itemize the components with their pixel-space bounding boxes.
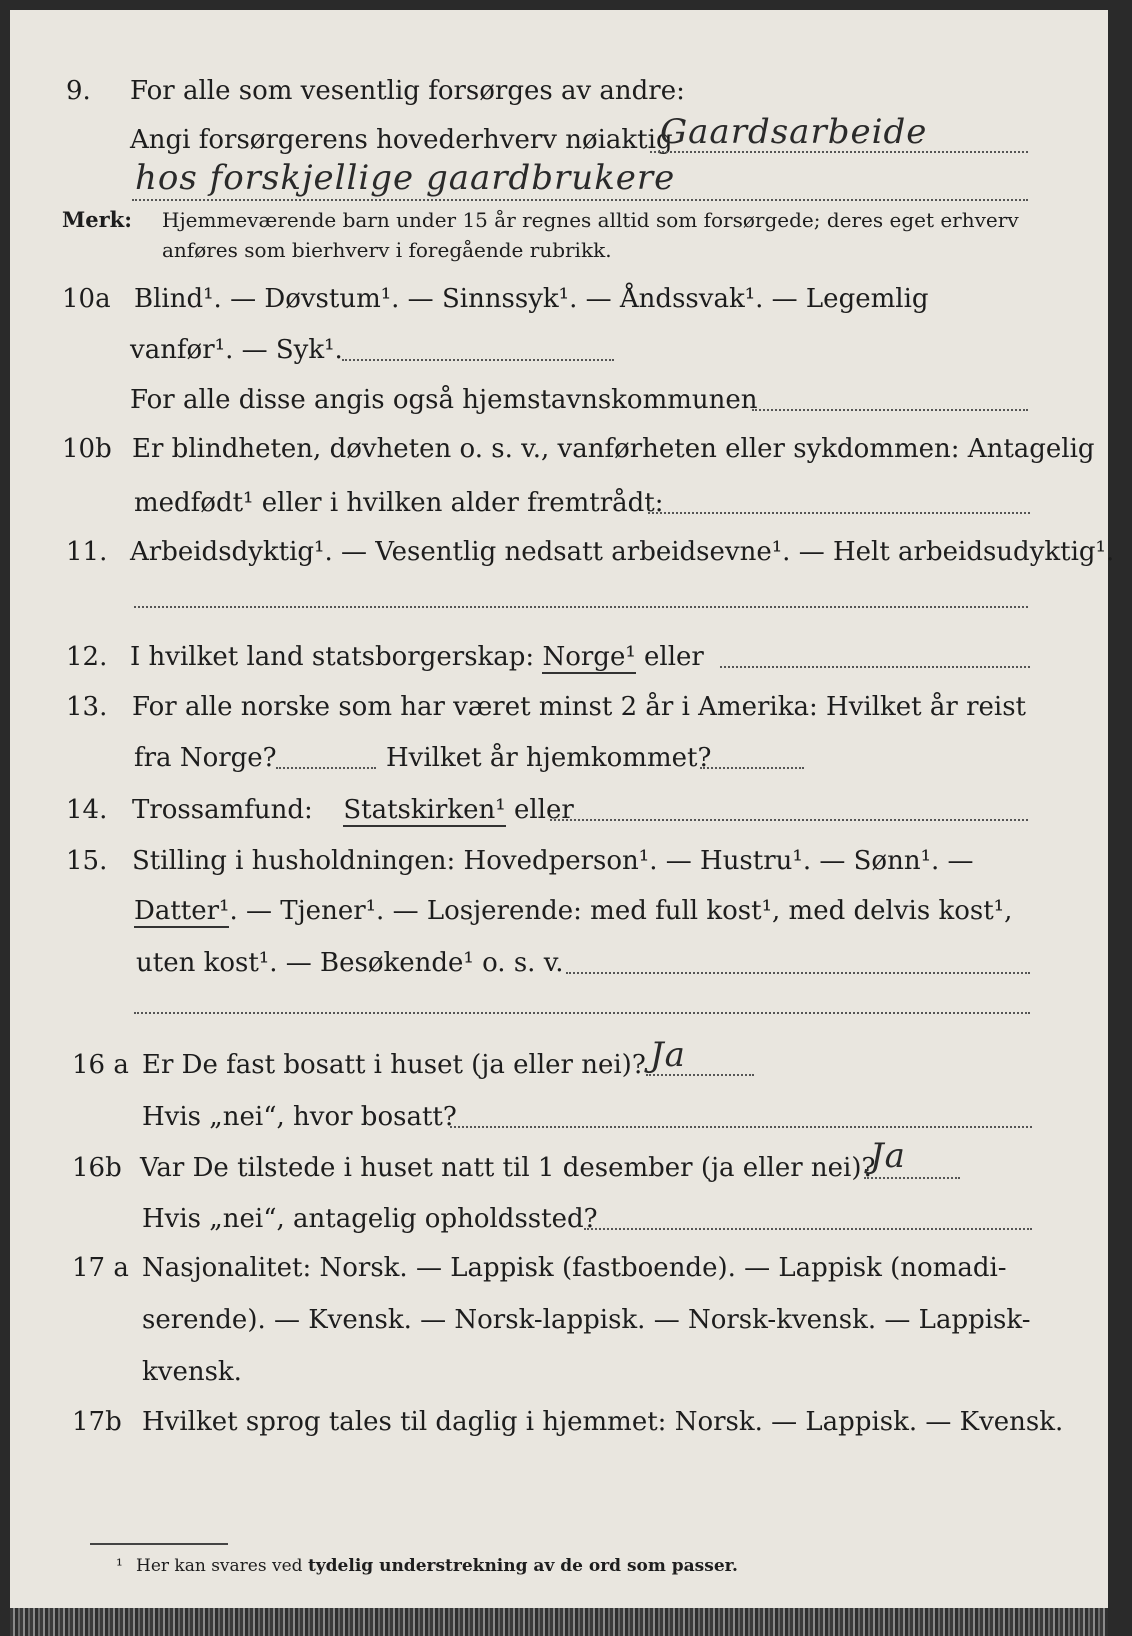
q9-handwritten-answer1: Gaardsarbeide (660, 112, 928, 152)
census-form-page (10, 10, 1115, 1608)
q15-text3: uten kost¹. — Besøkende¹ o. s. v. (136, 948, 564, 978)
q12-number: 12. (66, 642, 108, 672)
footnote-text (136, 1555, 738, 1577)
q9-prompt: Angi forsørgerens hovederhverv nøiaktig (130, 125, 673, 155)
q16a-text1: Er De fast bosatt i huset (ja eller nei)? (142, 1050, 646, 1080)
q14-prompt: Trossamfund: (132, 795, 313, 825)
q10a-syk-answer-line[interactable] (342, 359, 614, 361)
q12-underlined-answer: Norge¹ (542, 642, 636, 672)
q10b-text1: Er blindheten, døvheten o. s. v., vanførheten eller sykdommen: Antagelig (132, 434, 1095, 464)
q9-handwritten-answer2: hos forskjellige gaardbrukere (135, 158, 676, 198)
q10b-number: 10b (62, 434, 112, 464)
q13-reist-prompt: fra Norge? (134, 743, 277, 773)
q15-answer-line2[interactable] (134, 1012, 1030, 1014)
q15-underlined-answer: Datter¹ (134, 896, 230, 926)
q14-eller: eller (513, 795, 574, 825)
q10a-hjemstavn-answer-line[interactable] (752, 409, 1028, 411)
q11-answer-line[interactable] (134, 606, 1028, 608)
scan-edge-strip (10, 1608, 1108, 1636)
q17a-text2: serende). — Kvensk. — Norsk-lappisk. — Norsk-kvensk. — Lappisk- (142, 1305, 1031, 1335)
q12-prompt: I hvilket land statsborgerskap: (130, 642, 535, 672)
q16b-opholdssted-answer-line[interactable] (584, 1228, 1032, 1230)
q9-text: For alle som vesentlig forsørges av andre: (130, 76, 685, 106)
q11-text: Arbeidsdyktig¹. — Vesentlig nedsatt arbeidsevne¹. — Helt arbeidsudyktig¹. (130, 537, 1115, 567)
q16a-number: 16 a (72, 1050, 129, 1080)
q15-number: 15. (66, 846, 108, 876)
q16a-handwritten-answer: Ja (650, 1035, 686, 1075)
q9-answer-line2[interactable] (132, 199, 1028, 201)
footnote-bold: tydelig understrekning av de ord som passer. (307, 1556, 738, 1576)
q10b-text2: medfødt¹ eller i hvilken alder fremtrådt: (134, 488, 664, 518)
q17a-number: 17 a (72, 1253, 129, 1283)
q9-number: 9. (66, 76, 91, 106)
q12-answer-line[interactable] (720, 666, 1030, 668)
q15-text2 (134, 896, 1012, 926)
q10a-text2: vanfør¹. — Syk¹. (130, 335, 343, 365)
q15-text1: Stilling i husholdningen: Hovedperson¹. — Hustru¹. — Sønn¹. — (132, 846, 974, 876)
footnote-plain: Her kan svares ved (136, 1556, 303, 1576)
q17a-text1: Nasjonalitet: Norsk. — Lappisk (fastboende). — Lappisk (nomadi- (142, 1253, 1007, 1283)
q13-text1: For alle norske som har været minst 2 år i Amerika: Hvilket år reist (132, 692, 1026, 722)
q11-number: 11. (66, 537, 108, 567)
merk-text2: anføres som bierhverv i foregående rubrikk. (162, 238, 612, 262)
q13-hjemkommet-prompt: Hvilket år hjemkommet? (386, 743, 712, 773)
q14-text (132, 795, 574, 825)
q16b-handwritten-answer: Ja (870, 1136, 906, 1176)
q12-eller: eller (644, 642, 704, 672)
q13-reist-answer-line[interactable] (276, 767, 376, 769)
merk-text1: Hjemmeværende barn under 15 år regnes alltid som forsørgede; deres eget erhverv (162, 208, 1019, 232)
q17a-text3: kvensk. (142, 1357, 242, 1387)
q10a-number: 10a (62, 284, 111, 314)
q14-answer-line[interactable] (550, 819, 1028, 821)
footnote-rule (90, 1543, 228, 1545)
q17b-text1: Hvilket sprog tales til daglig i hjemmet: Norsk. — Lappisk. — Kvensk. (142, 1407, 1064, 1437)
q10b-answer-line[interactable] (648, 512, 1030, 514)
q16a-bosatt-answer-line[interactable] (450, 1126, 1032, 1128)
q14-number: 14. (66, 795, 108, 825)
q15-answer-line[interactable] (566, 972, 1030, 974)
q16b-answer-line[interactable] (864, 1177, 960, 1179)
q16b-number: 16b (72, 1153, 122, 1183)
q15-options: . — Tjener¹. — Losjerende: med full kost¹, med delvis kost¹, (229, 896, 1013, 926)
q13-number: 13. (66, 692, 108, 722)
q10a-text1: Blind¹. — Døvstum¹. — Sinnssyk¹. — Åndssvak¹. — Legemlig (134, 284, 929, 314)
q16a-text2: Hvis „nei“, hvor bosatt? (142, 1102, 457, 1132)
q16b-text1: Var De tilstede i huset natt til 1 desember (ja eller nei)? (140, 1153, 876, 1183)
merk-label: Merk: (62, 207, 132, 232)
q10a-text3: For alle disse angis også hjemstavnskommunen (130, 385, 758, 415)
q17b-number: 17b (72, 1407, 122, 1437)
q16b-text2: Hvis „nei“, antagelig opholdssted? (142, 1204, 598, 1234)
footnote-mark: ¹ (116, 1556, 123, 1576)
q12-text (130, 642, 704, 672)
q13-hjemkommet-answer-line[interactable] (700, 767, 804, 769)
q14-underlined-answer: Statskirken¹ (343, 795, 506, 825)
